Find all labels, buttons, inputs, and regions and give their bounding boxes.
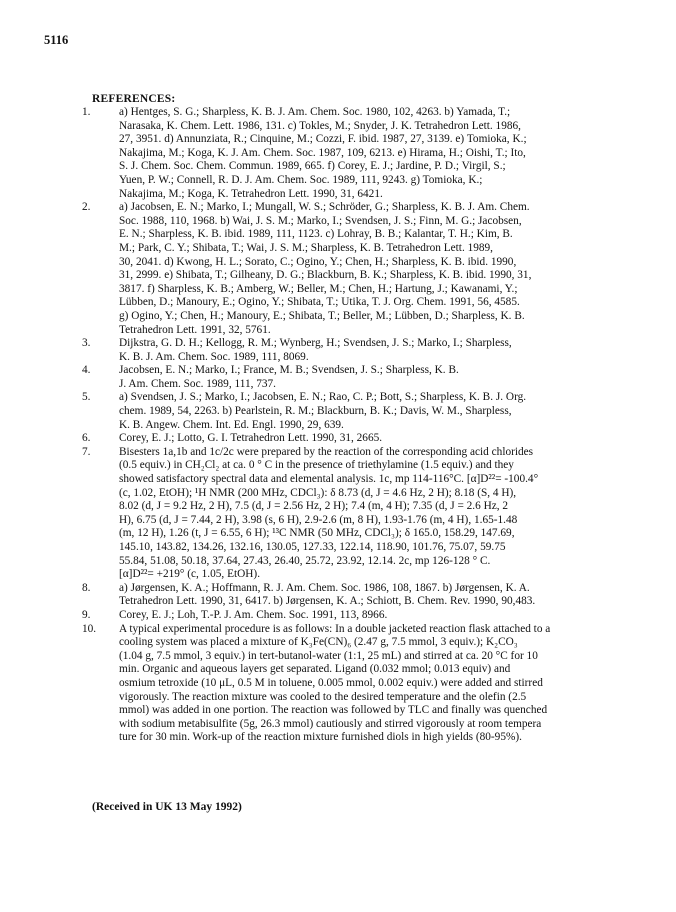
reference-line: 31, 2999. e) Shibata, T.; Gilheany, D. G.; Blackburn, B. K.; Sharpless, K. B. ibid. 1990, 31, [119,269,532,282]
reference-line: Dijkstra, G. D. H.; Kellogg, R. M.; Wynberg, H.; Svendsen, J. S.; Marko, I.; Sharpless, [119,337,512,350]
reference-line: Jacobsen, E. N.; Marko, I.; France, M. B.; Svendsen, J. S.; Sharpless, K. B. [119,364,459,377]
reference-line: M.; Park, C. Y.; Shibata, T.; Wai, J. S. M.; Sharpless, K. B. Tetrahedron Lett. 1989, [119,241,494,254]
reference-line: (c, 1.02, EtOH); ¹H NMR (200 MHz, CDCl₃): δ 8.73 (d, J = 4.6 Hz, 2 H); 8.18 (S, 4 H), [119,486,517,499]
reference-line: showed satisfactory spectral data and elemental analysis. 1c, mp 114-116°C. [α]D²²= -100.4° [119,473,539,486]
reference-number: 10. [82,622,97,635]
reference-line: a) Jørgensen, K. A.; Hoffmann, R. J. Am. Chem. Soc. 1986, 108, 1867. b) Jørgensen, K. A. [119,581,530,594]
received-date: (Received in UK 13 May 1992) [92,801,242,813]
reference-line: Narasaka, K. Chem. Lett. 1986, 131. c) Tokles, M.; Snyder, J. K. Tetrahedron Lett. 1986, [119,119,521,132]
reference-line: mmol) was added in one portion. The reaction was followed by TLC and finally was quenched [119,704,548,717]
reference-number: 4. [82,364,91,377]
reference-line: K. B. Angew. Chem. Int. Ed. Engl. 1990, 29, 639. [119,418,344,431]
reference-line: a) Jacobsen, E. N.; Marko, I.; Mungall, W. S.; Schröder, G.; Sharpless, K. B. J. Am. Chem. [119,201,530,214]
reference-item [82,432,634,446]
reference-item [82,623,634,745]
reference-line: E. N.; Sharpless, K. B. ibid. 1989, 111, 1123. c) Lohray, B. B.; Kalantar, T. H.; Kim, B. [119,228,513,241]
reference-number: 5. [82,391,91,404]
reference-number: 6. [82,432,91,445]
reference-line: Corey, E. J.; Lotto, G. I. Tetrahedron Lett. 1990, 31, 2665. [119,432,383,445]
reference-line: 8.02 (d, J = 9.2 Hz, 2 H), 7.5 (d, J = 2.56 Hz, 2 H); 7.4 (m, 4 H); 7.35 (d, J = 2.6 Hz, 2 [119,500,509,513]
reference-line: with sodium metabisulfite (5g, 26.3 mmol) cautiously and stirred vigorously at room tempera [119,717,542,730]
reference-line: g) Ogino, Y.; Chen, H.; Manoury, E.; Shibata, T.; Beller, M.; Lübben, D.; Sharpless, K. B. [119,309,525,322]
reference-line: ture for 30 min. Work-up of the reaction mixture furnished diols in high yields (80-95%). [119,731,522,744]
reference-item [82,582,634,609]
reference-line: 145.10, 143.82, 134.26, 132.16, 130.05, 127.33, 122.14, 118.90, 101.76, 75.07, 59.75 [119,541,506,553]
reference-line: K. B. J. Am. Chem. Soc. 1989, 111, 8069. [119,350,309,363]
reference-text [119,201,634,337]
reference-text [119,446,634,582]
reference-number: 1. [82,106,91,118]
reference-text [119,364,634,391]
reference-line: min. Organic and aqueous layers get separated. Ligand (0.032 mmol; 0.013 equiv) and [119,663,511,676]
reference-item [82,609,634,623]
reference-line: osmium tetroxide (10 μL, 0.5 M in toluene, 0.005 mmol, 0.002 equiv.) were added and stirred [119,676,543,689]
reference-list [82,106,634,745]
reference-text [119,609,634,623]
reference-line: (0.5 equiv.) in CH₂Cl₂ at ca. 0 ° C in the presence of triethylamine (1.5 equiv.) and they [119,459,514,472]
reference-line: 3817. f) Sharpless, K. B.; Amberg, W.; Beller, M.; Chen, H.; Hartung, J.; Kawanami, Y.; [119,282,518,295]
reference-number: 7. [82,445,91,458]
reference-line: J. Am. Chem. Soc. 1989, 111, 737. [119,377,277,390]
reference-line: vigorously. The reaction mixture was cooled to the desired temperature and the olefin (2.5 [119,690,527,703]
reference-item [82,364,634,391]
reference-line: Lübben, D.; Manoury, E.; Ogino, Y.; Shibata, T.; Utika, T. J. Org. Chem. 1991, 56, 4585. [119,296,520,309]
reference-line: Yuen, P. W.; Connell, R. D. J. Am. Chem. Soc. 1989, 111, 9243. g) Tomioka, K.; [119,173,483,186]
reference-line: 27, 3951. d) Annunziata, R.; Cinquine, M.; Cozzi, F. ibid. 1987, 27, 3139. e) Tomioka, K.; [119,133,527,146]
reference-line: [α]D²²= +219° (c, 1.05, EtOH). [119,568,261,581]
reference-text [119,391,634,432]
reference-item [82,391,634,432]
reference-number: 3. [82,337,91,350]
references-heading: REFERENCES: [92,93,176,105]
reference-number: 9. [82,608,91,621]
reference-line: Nakajima, M.; Koga, K. Tetrahedron Lett. 1990, 31, 6421. [119,187,383,200]
reference-line: S. J. Chem. Soc. Chem. Commun. 1989, 665. f) Corey, E. J.; Jardine, P. D.; Virgil, S.; [119,160,506,173]
reference-item [82,337,634,364]
reference-line: Tetrahedron Lett. 1990, 31, 6417. b) Jørgensen, K. A.; Schiott, B. Chem. Rev. 1990, 90,483. [119,595,536,608]
reference-line: A typical experimental procedure is as follows: In a double jacketed reaction flask attached to a [119,622,551,635]
reference-line: H), 6.75 (d, J = 7.44, 2 H), 3.98 (s, 6 H), 2.9-2.6 (m, 8 H), 1.93-1.76 (m, 4 H), 1.65-1.48 [119,513,518,526]
reference-item [82,201,634,337]
reference-text [119,337,634,364]
reference-line: Corey, E. J.; Loh, T.-P. J. Am. Chem. Soc. 1991, 113, 8966. [119,608,388,621]
reference-line: Nakajima, M.; Koga, K. J. Am. Chem. Soc. 1987, 109, 6213. e) Hirama, H.; Oishi, T.; Ito, [119,146,526,159]
reference-number: 2. [82,201,91,214]
reference-line: Tetrahedron Lett. 1991, 32, 5761. [119,323,271,336]
reference-line: Bisesters 1a,1b and 1c/2c were prepared by the reaction of the corresponding acid chlorides [119,445,534,458]
reference-item [82,446,634,582]
reference-text [119,106,634,201]
page-number: 5116 [44,33,69,47]
reference-line: (1.04 g, 7.5 mmol, 3 equiv.) in tert-butanol-water (1:1, 25 mL) and stirred at ca. 20 °C for 10 [119,649,538,662]
reference-line: a) Hentges, S. G.; Sharpless, K. B. J. Am. Chem. Soc. 1980, 102, 4263. b) Yamada, T.; [119,106,511,118]
reference-text [119,582,634,609]
reference-item [82,106,634,201]
reference-line: cooling system was placed a mixture of K₃Fe(CN)₆ (2.47 g, 7.5 mmol, 3 equiv.); K₂CO₃ [119,636,518,649]
reference-line: chem. 1989, 54, 2263. b) Pearlstein, R. M.; Blackburn, B. K.; Davis, W. M., Sharpless, [119,405,512,418]
reference-line: 55.84, 51.08, 50.18, 37.64, 27.43, 26.40, 25.72, 23.92, 12.14. 2c, mp 126-128 ° C. [119,554,491,567]
reference-line: 30, 2041. d) Kwong, H. L.; Sorato, C.; Ogino, Y.; Chen, H.; Sharpless, K. B. ibid. 1990, [119,255,517,268]
reference-line: Soc. 1988, 110, 1968. b) Wai, J. S. M.; Marko, I.; Svendsen, J. S.; Finn, M. G.; Jacobsen, [119,214,522,227]
reference-line: a) Svendsen, J. S.; Marko, I.; Jacobsen, E. N.; Rao, C. P.; Bott, S.; Sharpless, K. B. J. Org. [119,391,527,404]
reference-line: (m, 12 H), 1.26 (t, J = 6.55, 6 H); ¹³C NMR (50 MHz, CDCl₃); δ 165.0, 158.29, 147.69, [119,527,515,540]
reference-text [119,432,634,446]
reference-text [119,623,634,745]
reference-number: 8. [82,581,91,594]
